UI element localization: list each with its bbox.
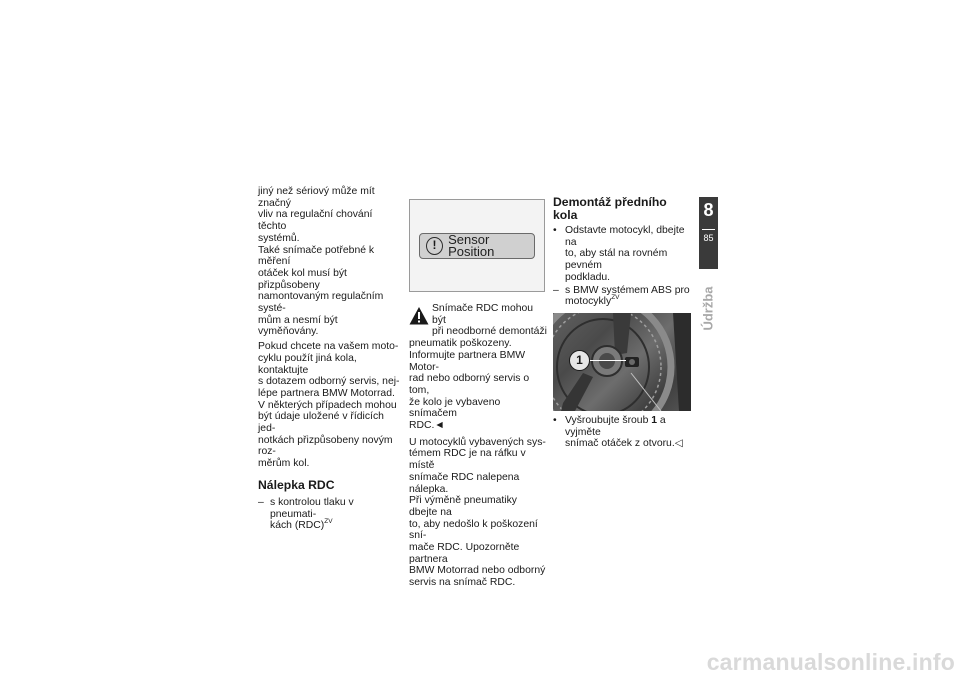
paragraph-contact	[258, 341, 400, 470]
bullet-marker: •	[553, 225, 557, 236]
part-number-ref: 1	[651, 414, 658, 426]
text-line: měrům kol.	[258, 458, 310, 470]
text-line: cyklu použít jiná kola, kontaktujte	[258, 352, 357, 376]
column-middle	[409, 186, 547, 592]
warning-text-line: Snímače RDC mohou být	[432, 303, 534, 326]
warning-triangle-icon	[409, 306, 429, 326]
text-line: namontovaným regulačním systé-	[258, 291, 384, 315]
list-item-rdc	[258, 497, 400, 532]
text-line: Vyšroubujte šroub	[565, 414, 652, 426]
text-line: mům a nesmí být vyměňovány.	[258, 314, 338, 338]
section-heading-front-wheel-removal: Demontáž předního kola	[553, 195, 667, 222]
column-right	[553, 188, 691, 451]
callout-number: 1	[576, 352, 583, 367]
warning-text-line: rad nebo odborný servis o tom,	[409, 373, 530, 396]
end-mark-icon: ◄	[434, 420, 445, 432]
bullet-marker: •	[553, 414, 557, 426]
text-line: vliv na regulační chování těchto	[258, 209, 373, 233]
end-mark-icon: ◁	[674, 438, 683, 450]
text-line: U motocyklů vybavených sys-	[409, 436, 546, 448]
sensor-position-label	[419, 233, 535, 259]
paragraph-wheels	[258, 186, 400, 338]
text-line: to, aby stál na rovném pevném	[565, 248, 668, 272]
text-line: jiný než sériový může mít značný	[258, 186, 375, 209]
section-heading-rdc-sticker: Nálepka RDC	[258, 477, 335, 492]
chapter-number: 8	[703, 200, 714, 220]
text-line: snímače RDC nalepena nálepka.	[409, 471, 520, 495]
warning-block	[409, 303, 547, 432]
optional-equipment-mark: ZV	[324, 517, 333, 525]
exclamation-icon: !	[426, 237, 443, 255]
text-line: lépe partnera BMW Motorrad.	[258, 387, 395, 399]
list-item-abs	[553, 285, 691, 308]
text-line: podkladu.	[565, 271, 611, 283]
text-line: být údaje uložené v řídicích jed-	[258, 411, 384, 435]
warning-text-line: RDC.	[409, 420, 435, 432]
text-line: snímač otáček z otvoru.	[565, 438, 675, 450]
chapter-tab-divider	[702, 229, 715, 230]
text-line: V některých případech mohou	[258, 399, 397, 411]
column-left	[258, 186, 400, 533]
text-line: s BMW systémem ABS pro	[565, 284, 690, 296]
text-line: Také snímače potřebné k měření	[258, 244, 375, 268]
text-line: témem RDC je na ráfku v místě	[409, 448, 526, 472]
text-line: s kontrolou tlaku v pneumati-	[270, 496, 354, 520]
text-line: systémů.	[258, 232, 300, 244]
list-item-park	[553, 225, 691, 284]
warning-text-line: Informujte partnera BMW Motor-	[409, 349, 526, 373]
chapter-side-title	[697, 278, 719, 338]
watermark: carmanualsonline.info	[706, 649, 955, 675]
optional-equipment-mark: ZV	[611, 293, 620, 301]
warning-text-line: že kolo je vybaveno snímačem	[409, 396, 501, 420]
dash-marker: –	[258, 496, 264, 508]
callout-leader-line	[590, 360, 626, 361]
text-line: otáček kol musí být přizpůsobeny	[258, 267, 347, 291]
front-wheel-sensor-photo	[553, 313, 691, 411]
text-line: Při výměně pneumatiky dbejte na	[409, 495, 517, 518]
text-line: BMW Motorrad nebo odborný	[409, 565, 546, 577]
text-line: motocykly	[565, 296, 612, 308]
text-line: Odstavte motocykl, dbejte na	[565, 225, 685, 248]
warning-text-line: pneumatik poškozeny.	[409, 338, 512, 350]
paragraph-rdc-sticker-info	[409, 437, 547, 589]
callout-marker	[569, 350, 590, 371]
sensor-label-text: Sensor Position	[448, 231, 495, 259]
text-line: Pokud chcete na vašem moto-	[258, 341, 399, 353]
text-line: s dotazem odborný servis, nej-	[258, 376, 400, 388]
text-line: servis na snímač RDC.	[409, 577, 516, 589]
text-line: notkách přizpůsobeny novým roz-	[258, 434, 393, 458]
page-number: 85	[703, 233, 714, 243]
text-line: to, aby nedošlo k poškození sní-	[409, 518, 538, 542]
text-line: mače RDC. Upozorněte partnera	[409, 542, 520, 565]
list-item-remove-sensor	[553, 415, 691, 450]
sensor-position-sticker-image	[409, 199, 545, 292]
text-line: a vyjměte	[565, 414, 666, 438]
text-line: kách (RDC)	[270, 520, 325, 532]
dash-marker: –	[553, 284, 559, 296]
warning-text-line: při neodborné demontáži	[432, 326, 547, 338]
chapter-title-text: Údržba	[700, 285, 716, 331]
